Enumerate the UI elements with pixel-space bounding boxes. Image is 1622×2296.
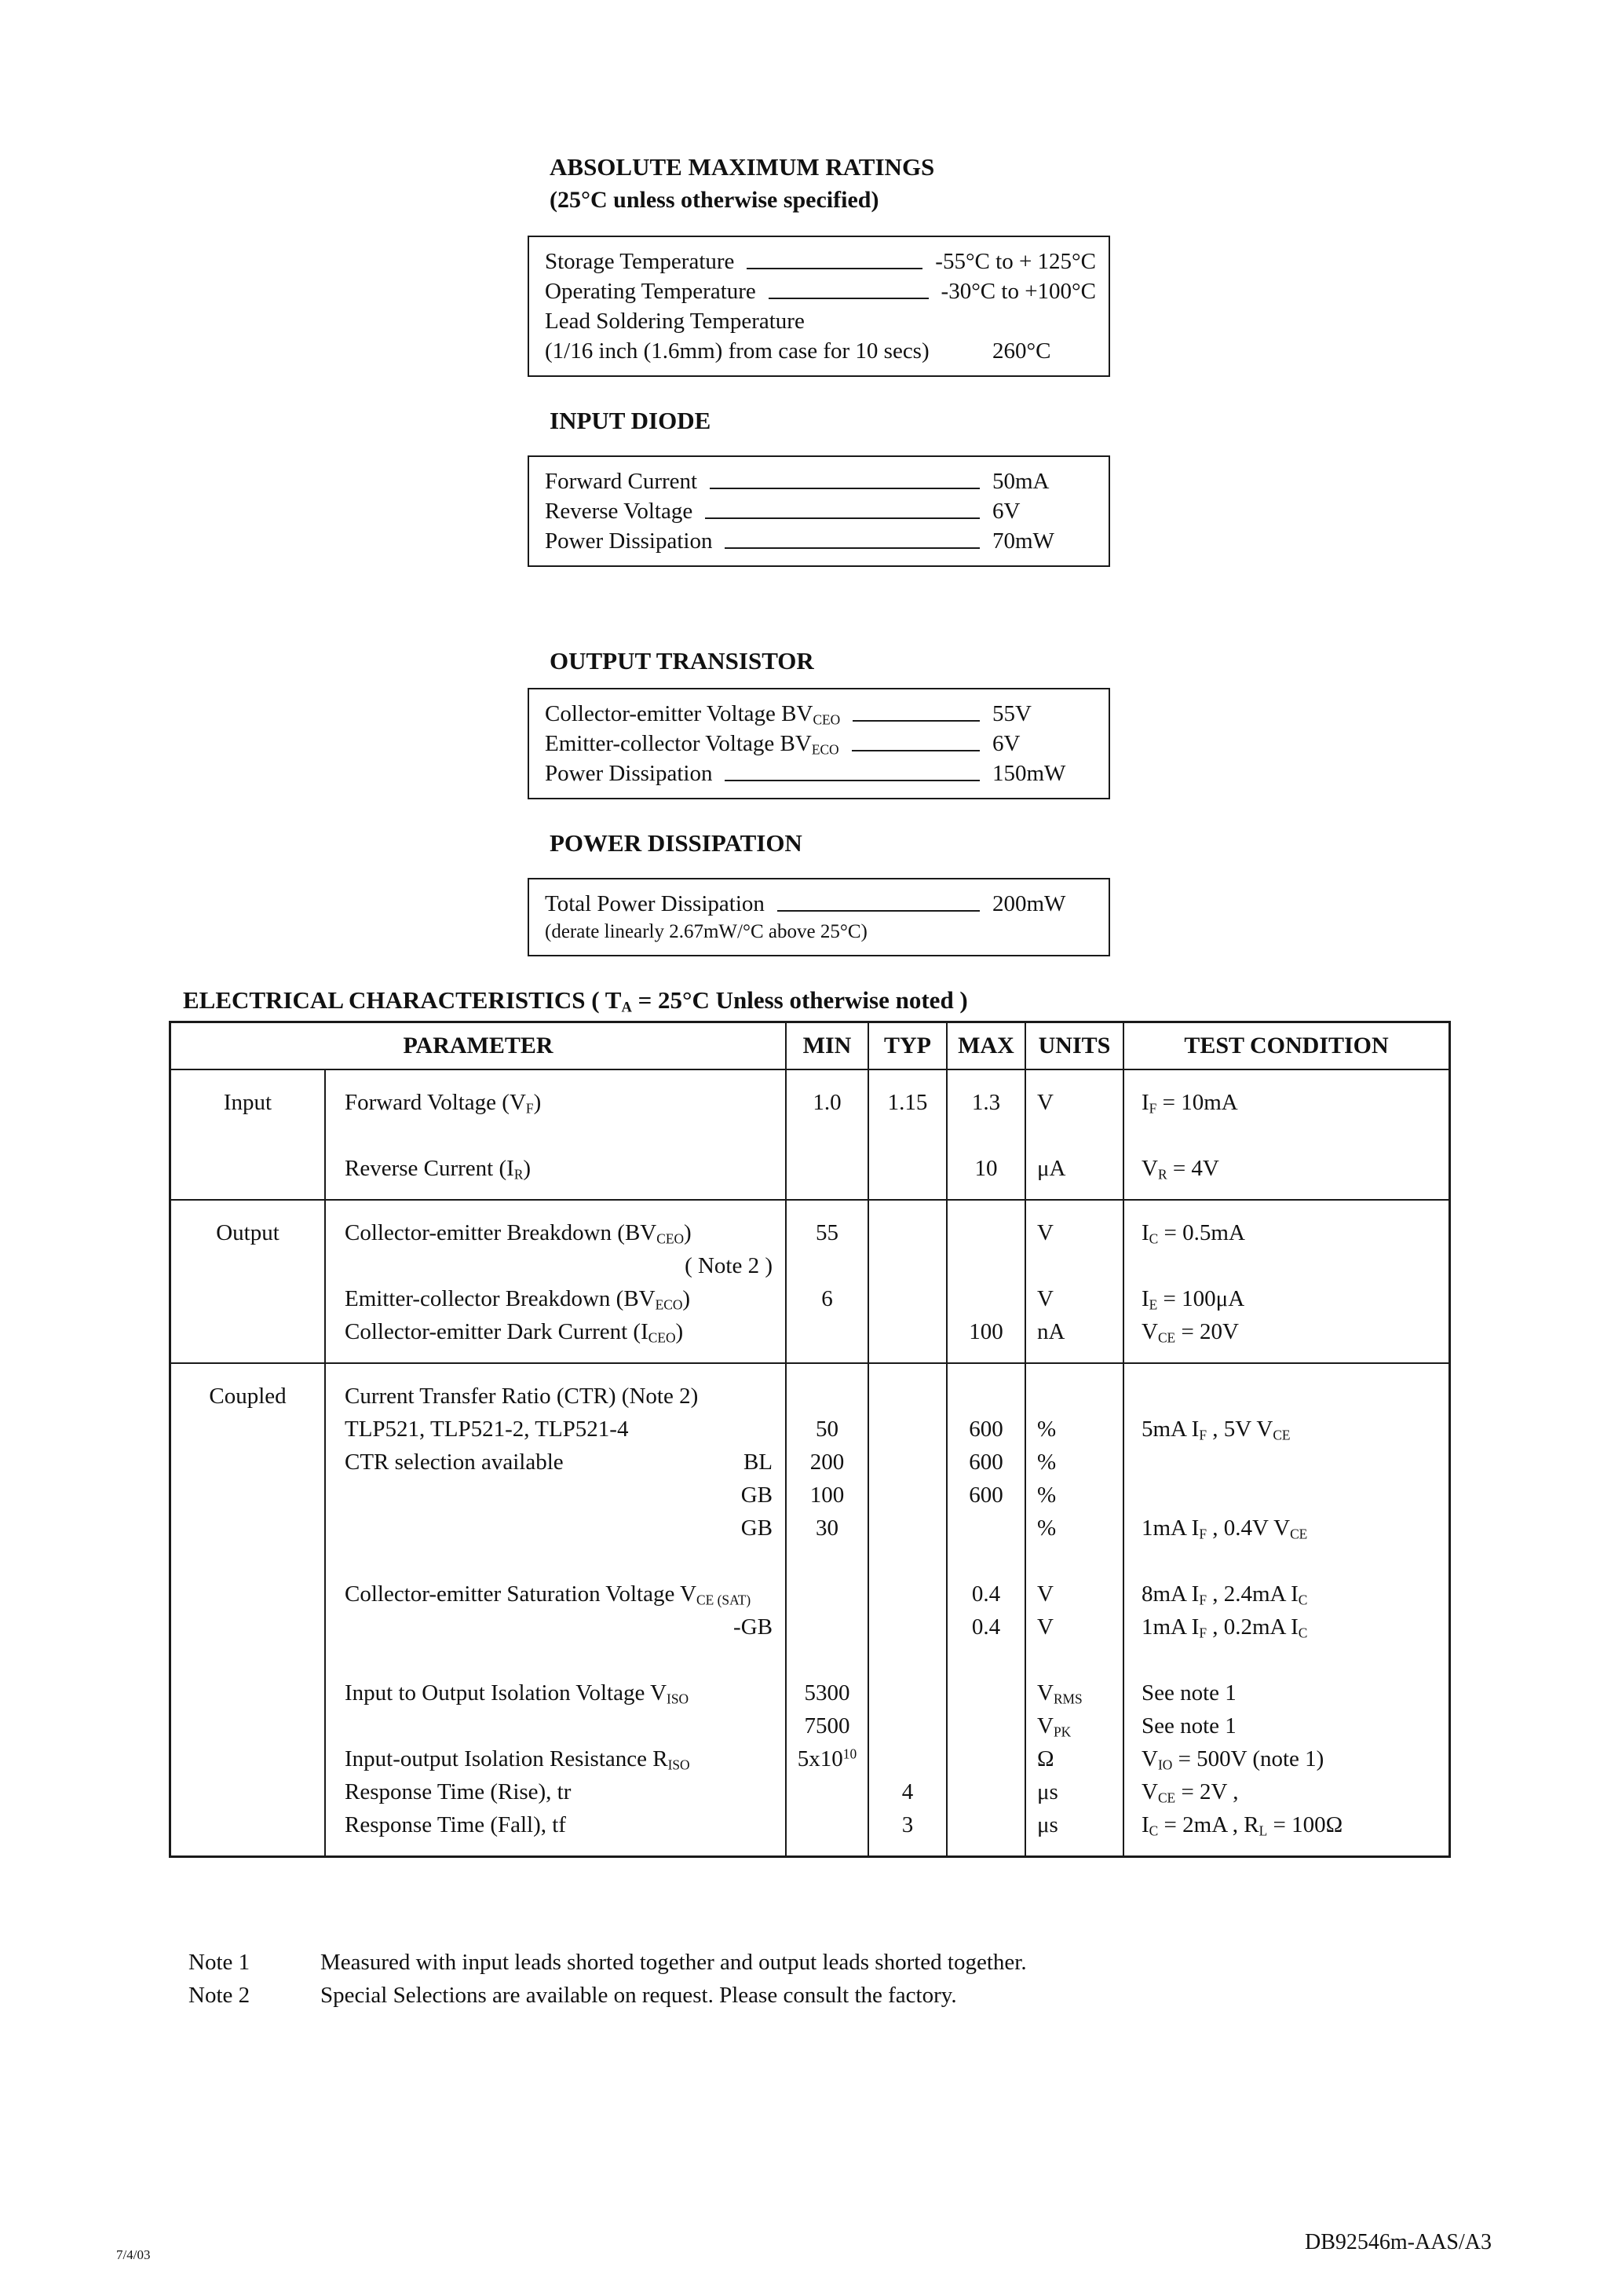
typ-cell: 4 xyxy=(901,1779,914,1804)
cond-cell: 1mA $I_F$ , 0.4V $V_{CE}$ xyxy=(1142,1515,1308,1542)
max-cell: 0.4 xyxy=(971,1614,1001,1640)
heading-power-dissipation: POWER DISSIPATION xyxy=(550,829,802,857)
spec-row xyxy=(545,276,1096,306)
typ-cell xyxy=(869,1152,946,1185)
max-cell xyxy=(948,1775,1025,1808)
units-cell: Ω xyxy=(1037,1746,1054,1771)
cond-cell: $I_C = 2mA$ , $R_L = 100\Omega$ xyxy=(1142,1812,1343,1839)
max-column xyxy=(946,1070,1025,1199)
footer-date: 7/4/03 xyxy=(116,2247,151,2262)
param-cell: TLP521, TLP521-2, TLP521-4 xyxy=(345,1417,629,1442)
spec-label: Reverse Voltage xyxy=(545,499,693,524)
min-cell: 50 xyxy=(816,1417,838,1442)
min-cell xyxy=(787,1119,868,1152)
test-condition-column xyxy=(1123,1070,1448,1199)
table-band-coupled xyxy=(171,1362,1448,1855)
cond-cell xyxy=(1142,1119,1448,1152)
typ-cell xyxy=(869,1610,946,1643)
input-diode-box xyxy=(528,455,1110,567)
note-row-2 xyxy=(188,1979,1027,2012)
cond-cell xyxy=(1142,1249,1448,1282)
min-cell: 30 xyxy=(816,1515,838,1541)
table-header-row xyxy=(171,1023,1448,1069)
min-cell xyxy=(787,1643,868,1676)
units-cell xyxy=(1037,1643,1123,1676)
spec-label: Emitter-collector Voltage $BV_{ECO}$ xyxy=(545,731,839,758)
param-cell: Input-output Isolation Resistance $R_{ISO}$ xyxy=(345,1746,690,1773)
max-cell xyxy=(948,1545,1025,1578)
note-text: Special Selections are available on request. Please consult the factory. xyxy=(320,1983,957,2008)
typ-cell xyxy=(869,1479,946,1512)
min-cell xyxy=(787,1315,868,1348)
typ-cell xyxy=(869,1282,946,1315)
param-cell: Collector-emitter Dark Current $(I_{CEO})$ xyxy=(345,1319,684,1346)
cond-cell xyxy=(1142,1545,1448,1578)
cond-cell xyxy=(1142,1643,1448,1676)
cond-cell: $V_R = 4V$ xyxy=(1142,1156,1219,1183)
output-transistor-box xyxy=(528,688,1110,799)
param-cell: Response Time (Rise), tr xyxy=(345,1779,572,1804)
min-cell: 200 xyxy=(809,1450,845,1475)
spec-label: Operating Temperature xyxy=(545,279,756,304)
max-cell xyxy=(948,1119,1025,1152)
units-cell xyxy=(1037,1380,1123,1413)
min-column xyxy=(785,1201,868,1362)
param-cell: Input to Output Isolation Voltage $V_{ISO}$ xyxy=(345,1680,689,1707)
spec-label: Forward Current xyxy=(545,469,698,494)
min-cell xyxy=(787,1152,868,1185)
spec-row xyxy=(545,729,1096,759)
typ-cell xyxy=(869,1545,946,1578)
min-cell xyxy=(787,1578,868,1610)
rule-line xyxy=(777,910,980,912)
typ-cell xyxy=(869,1216,946,1249)
units-cell xyxy=(1037,1119,1123,1152)
max-cell xyxy=(948,1709,1025,1742)
cond-cell: $V_{CE} = 20V$ xyxy=(1142,1319,1239,1346)
note-label: Note 2 xyxy=(188,1983,250,2008)
cond-cell: $I_E = 100\mu A$ xyxy=(1142,1286,1245,1313)
min-cell: 6 xyxy=(821,1286,833,1311)
max-cell xyxy=(948,1249,1025,1282)
rule-line xyxy=(747,268,922,269)
table-band-input xyxy=(171,1069,1448,1199)
typ-cell xyxy=(869,1446,946,1479)
cond-cell: $I_F = 10mA$ xyxy=(1142,1090,1238,1117)
abs-max-box xyxy=(528,236,1110,377)
spec-label: (1/16 inch (1.6mm) from case for 10 secs) xyxy=(545,338,930,364)
spec-row xyxy=(545,247,1096,276)
col-header-parameter: PARAMETER xyxy=(403,1033,553,1058)
typ-column xyxy=(868,1201,946,1362)
group-column xyxy=(171,1364,324,1855)
spec-value: 260°C xyxy=(992,338,1051,364)
param-cell xyxy=(345,1119,777,1152)
spec-value: 6V xyxy=(992,499,1021,524)
units-cell: nA xyxy=(1037,1319,1065,1344)
typ-cell: 3 xyxy=(901,1812,914,1837)
spec-row xyxy=(545,699,1096,729)
max-cell: 600 xyxy=(969,1483,1003,1508)
typ-cell xyxy=(869,1380,946,1413)
spec-value: 55V xyxy=(992,701,1032,726)
max-cell xyxy=(948,1742,1025,1775)
units-cell: V xyxy=(1037,1614,1054,1640)
typ-cell xyxy=(869,1315,946,1348)
power-dissipation-box xyxy=(528,878,1110,956)
param-cell: GB xyxy=(740,1483,773,1508)
units-column xyxy=(1025,1070,1123,1199)
min-cell: 7500 xyxy=(804,1713,850,1738)
col-header-units: UNITS xyxy=(1025,1023,1123,1069)
min-cell: 1.0 xyxy=(813,1090,842,1115)
param-cell: Collector-emitter Saturation Voltage $V_{CE (SAT)}$ xyxy=(345,1581,751,1608)
heading-output-transistor: OUTPUT TRANSISTOR xyxy=(550,647,814,675)
units-cell: V xyxy=(1037,1286,1054,1311)
min-cell xyxy=(787,1610,868,1643)
typ-cell xyxy=(869,1413,946,1446)
param-cell: ( Note 2 ) xyxy=(685,1253,773,1278)
note-label: Note 1 xyxy=(188,1950,250,1975)
cond-cell: $V_{IO} = 500V$ (note 1) xyxy=(1142,1746,1324,1773)
max-cell: 10 xyxy=(974,1156,998,1181)
typ-cell xyxy=(869,1249,946,1282)
notes-section xyxy=(188,1946,1027,2012)
parameter-column xyxy=(324,1364,785,1855)
test-condition-column xyxy=(1123,1364,1448,1855)
spec-value: 150mW xyxy=(992,761,1066,786)
min-cell xyxy=(787,1808,868,1841)
units-cell xyxy=(1037,1545,1123,1578)
min-cell xyxy=(787,1545,868,1578)
units-column xyxy=(1025,1201,1123,1362)
param-cell: -GB xyxy=(733,1614,773,1640)
min-cell xyxy=(787,1775,868,1808)
rule-line xyxy=(705,517,980,519)
max-cell: 600 xyxy=(969,1450,1003,1475)
units-cell: μA xyxy=(1037,1156,1066,1181)
param-cell xyxy=(345,1709,777,1742)
typ-cell xyxy=(869,1119,946,1152)
heading-abs-max-title: ABSOLUTE MAXIMUM RATINGS xyxy=(550,153,935,181)
spec-label: Storage Temperature xyxy=(545,249,735,274)
cond-cell: 5mA $I_F$ , 5V $V_{CE}$ xyxy=(1142,1417,1291,1443)
table-band-output xyxy=(171,1199,1448,1362)
parameter-column xyxy=(324,1201,785,1362)
cond-cell xyxy=(1142,1380,1448,1413)
spec-row xyxy=(545,336,1096,366)
max-column xyxy=(946,1364,1025,1855)
param-cell: Emitter-collector Breakdown $(BV_{ECO})$ xyxy=(345,1286,691,1313)
group-label: Input xyxy=(223,1090,272,1115)
spec-value: 6V xyxy=(992,731,1021,756)
group-label: Output xyxy=(216,1220,279,1245)
cond-cell xyxy=(1142,1446,1448,1479)
typ-cell xyxy=(869,1512,946,1545)
units-cell xyxy=(1037,1249,1123,1282)
spec-row xyxy=(545,306,1096,336)
max-cell xyxy=(948,1380,1025,1413)
group-column xyxy=(171,1070,324,1199)
spec-label: Power Dissipation xyxy=(545,761,713,786)
min-cell xyxy=(787,1380,868,1413)
units-cell: V xyxy=(1037,1090,1054,1115)
spec-label: (derate linearly 2.67mW/°C above 25°C) xyxy=(545,921,868,942)
typ-cell xyxy=(869,1643,946,1676)
param-cell: Reverse Current $(I_R)$ xyxy=(345,1156,532,1183)
max-cell xyxy=(948,1512,1025,1545)
max-cell: 1.3 xyxy=(971,1090,1001,1115)
spec-row xyxy=(545,889,1096,919)
spec-label: Total Power Dissipation xyxy=(545,891,765,916)
cond-cell: $V_{CE} = 2V$ , xyxy=(1142,1779,1239,1806)
min-column xyxy=(785,1070,868,1199)
spec-row xyxy=(545,526,1096,556)
min-cell: 100 xyxy=(809,1483,845,1508)
spec-label: Power Dissipation xyxy=(545,528,713,554)
typ-cell xyxy=(869,1578,946,1610)
cond-cell: 8mA $I_F$ , 2.4mA $I_C$ xyxy=(1142,1581,1308,1608)
elec-table-body xyxy=(171,1069,1448,1855)
typ-column xyxy=(868,1070,946,1199)
rule-line xyxy=(725,780,980,781)
col-header-min: MIN xyxy=(785,1023,868,1069)
col-header-max: MAX xyxy=(946,1023,1025,1069)
max-column xyxy=(946,1201,1025,1362)
max-cell: 100 xyxy=(969,1319,1003,1344)
rule-line xyxy=(769,298,929,299)
units-cell: % xyxy=(1037,1417,1057,1442)
max-cell: 600 xyxy=(969,1417,1003,1442)
spec-value: 200mW xyxy=(992,891,1066,916)
param-cell: Response Time (Fall), tf xyxy=(345,1812,566,1837)
min-column xyxy=(785,1364,868,1855)
note-text: Measured with input leads shorted together and output leads shorted together. xyxy=(320,1950,1027,1975)
units-cell: μs xyxy=(1037,1812,1058,1837)
max-cell: 0.4 xyxy=(971,1581,1001,1607)
units-cell: % xyxy=(1037,1515,1057,1541)
typ-cell xyxy=(869,1742,946,1775)
min-cell: 55 xyxy=(816,1220,838,1245)
units-cell: $V_{PK}$ xyxy=(1037,1713,1072,1740)
spec-row xyxy=(545,496,1096,526)
col-header-typ: TYP xyxy=(868,1023,946,1069)
units-cell: % xyxy=(1037,1483,1057,1508)
spec-value: -55°C to + 125°C xyxy=(935,249,1096,274)
cond-cell: 1mA $I_F$ , 0.2mA $I_C$ xyxy=(1142,1614,1308,1641)
group-column xyxy=(171,1201,324,1362)
parameter-column xyxy=(324,1070,785,1199)
max-cell xyxy=(948,1808,1025,1841)
param-cell: GB xyxy=(740,1515,773,1541)
rule-line xyxy=(710,488,980,489)
param-cell xyxy=(345,1545,777,1578)
group-label: Coupled xyxy=(209,1384,287,1409)
heading-input-diode: INPUT DIODE xyxy=(550,407,711,434)
spec-row xyxy=(545,466,1096,496)
typ-cell: 1.15 xyxy=(887,1090,928,1115)
spec-value: 70mW xyxy=(992,528,1054,554)
cond-cell: $I_C = 0.5mA$ xyxy=(1142,1220,1245,1247)
ratings-column xyxy=(528,151,1110,956)
units-cell: V xyxy=(1037,1220,1054,1245)
spec-label: Lead Soldering Temperature xyxy=(545,309,805,334)
heading-electrical-characteristics: ELECTRICAL CHARACTERISTICS ( $T_A = 25^\circ C$ Unless otherwise noted ) xyxy=(183,986,968,1016)
note-row-1 xyxy=(188,1946,1027,1979)
spec-row xyxy=(545,759,1096,788)
max-cell xyxy=(948,1676,1025,1709)
typ-column xyxy=(868,1364,946,1855)
param-cell: Collector-emitter Breakdown $(BV_{CEO})$ xyxy=(345,1220,692,1247)
units-cell: $V_{RMS}$ xyxy=(1037,1680,1083,1707)
spec-label: Collector-emitter Voltage $BV_{CEO}$ xyxy=(545,701,841,728)
typ-cell xyxy=(869,1709,946,1742)
units-cell: μs xyxy=(1037,1779,1058,1804)
min-cell: $5x10^{10}$ xyxy=(797,1746,857,1771)
param-cell: Forward Voltage $(V_F)$ xyxy=(345,1090,542,1117)
electrical-characteristics-table xyxy=(169,1021,1451,1858)
spec-row xyxy=(545,919,1096,945)
param-cell: Current Transfer Ratio (CTR) (Note 2) xyxy=(345,1384,699,1409)
spec-value: 50mA xyxy=(992,469,1050,494)
col-header-test-condition: TEST CONDITION xyxy=(1123,1023,1448,1069)
param-cell xyxy=(345,1643,777,1676)
spec-value: -30°C to +100°C xyxy=(941,279,1096,304)
cond-cell: See note 1 xyxy=(1142,1713,1237,1738)
cond-cell xyxy=(1142,1479,1448,1512)
units-column xyxy=(1025,1364,1123,1855)
footer-doc-number: DB92546m-AAS/A3 xyxy=(1304,2230,1492,2254)
rule-line xyxy=(725,547,980,549)
max-cell xyxy=(948,1282,1025,1315)
min-cell: 5300 xyxy=(804,1680,850,1706)
units-cell: V xyxy=(1037,1581,1054,1607)
units-cell: % xyxy=(1037,1450,1057,1475)
param-cell: CTR selection available BL xyxy=(345,1450,773,1475)
cond-cell: See note 1 xyxy=(1142,1680,1237,1706)
max-cell xyxy=(948,1643,1025,1676)
typ-cell xyxy=(869,1676,946,1709)
min-cell xyxy=(787,1249,868,1282)
rule-line xyxy=(853,720,980,722)
heading-abs-max-subtitle: (25°C unless otherwise specified) xyxy=(550,187,879,213)
max-cell xyxy=(948,1216,1025,1249)
rule-line xyxy=(852,750,980,751)
test-condition-column xyxy=(1123,1201,1448,1362)
